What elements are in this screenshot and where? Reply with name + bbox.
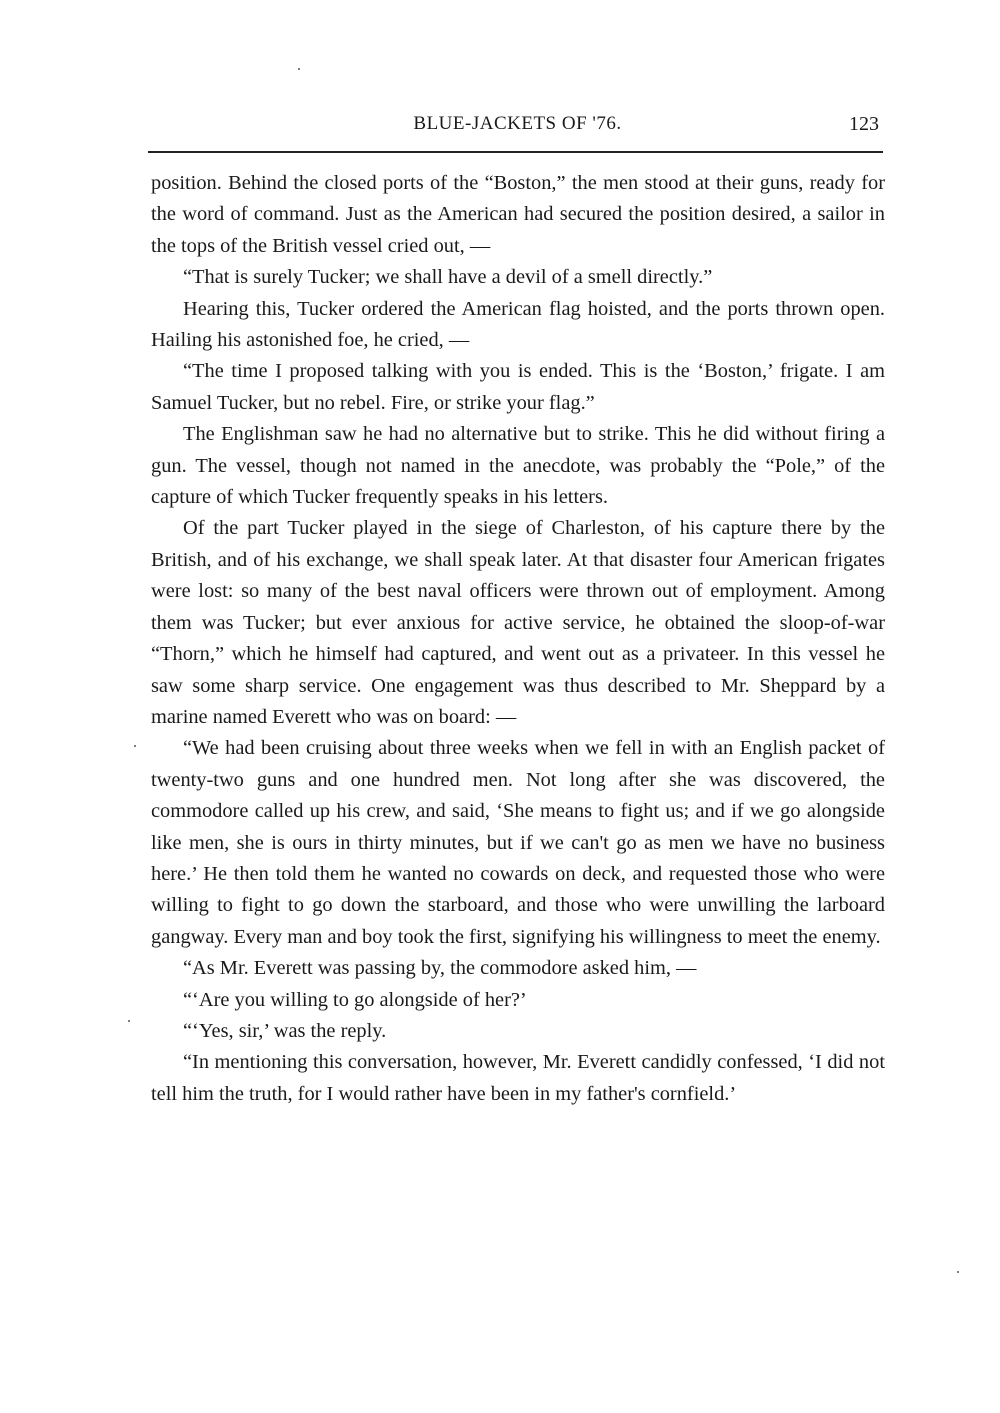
scan-speck: [134, 745, 136, 747]
paragraph-6: Of the part Tucker played in the siege of Charleston, of his capture there by the British, and of his exchange, we shall speak later. At that disaster four American frigates were lost: so many of the best naval officers were thrown out of employment. Among them was Tucker; but ever anxious for active service, he obtained the sloop-of-war “Thorn,” which he himself had captured, and went out as a privateer. In this vessel he saw some sharp service. One engagement was thus described to Mr. Sheppard by a marine named Everett who was on board: —: [151, 517, 885, 728]
running-head: [150, 109, 885, 139]
scan-speck: [128, 1020, 130, 1022]
paragraph-5: The Englishman saw he had no alternative but to strike. This he did without firing a gun. The vessel, though not named in the anecdote, was probably the “Pole,” of the capture of which Tucker frequently speaks in his letters.: [151, 423, 885, 509]
body-text: [151, 168, 885, 1110]
paragraph-3: Hearing this, Tucker ordered the American flag hoisted, and the ports thrown open. Hailing his astonished foe, he cried, —: [151, 297, 885, 352]
paragraph-9: “‘Are you willing to go alongside of her?’: [183, 988, 527, 1011]
scan-speck: [298, 68, 300, 70]
paragraph-1: position. Behind the closed ports of the “Boston,” the men stood at their guns, ready for the word of command. Just as the American had secured the position desired, a sailor in the tops of the British vessel cried out, —: [151, 172, 885, 257]
paragraph-11: “In mentioning this conversation, however, Mr. Everett candidly confessed, ‘I did not tell him the truth, for I would rather have been in my father's cornfield.’: [151, 1051, 885, 1105]
paragraph-4: “The time I proposed talking with you is ended. This is the ‘Boston,’ frigate. I am Samuel Tucker, but no rebel. Fire, or strike your flag.”: [151, 360, 885, 414]
paragraph-8: “As Mr. Everett was passing by, the commodore asked him, —: [183, 957, 697, 980]
paragraph-7: “We had been cruising about three weeks when we fell in with an English packet of twenty-two guns and one hundred men. Not long after she was discovered, the commodore called up his crew, and said, ‘She means to fight us; and if we go alongside like men, she is ours in thirty minutes, but if we can't go as men we have no business here.’ He then told them he wanted no cowards on deck, and requested those who were willing to fight to go down the starboard, and those who were unwilling the larboard gangway. Every man and boy took the first, signifying his willingness to meet the enemy.: [151, 737, 885, 948]
header-rule: [148, 151, 883, 153]
paragraph-10: “‘Yes, sir,’ was the reply.: [183, 1019, 387, 1042]
paragraph-2: “That is surely Tucker; we shall have a devil of a smell directly.”: [183, 266, 713, 289]
scan-speck: [957, 1271, 959, 1273]
page-number: 123: [849, 113, 879, 135]
running-title: BLUE-JACKETS OF '76.: [413, 113, 622, 134]
